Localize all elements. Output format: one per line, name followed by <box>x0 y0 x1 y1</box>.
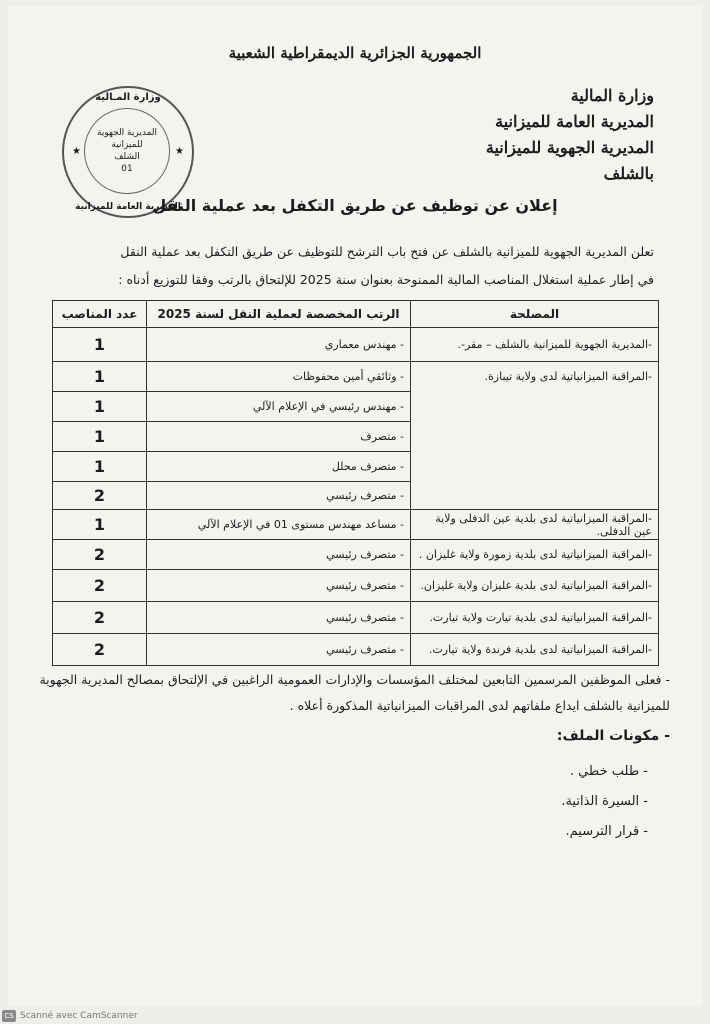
table-row <box>53 452 659 482</box>
table-row <box>53 602 659 634</box>
count-cell: 2 <box>53 482 147 510</box>
scanner-watermark-text: Scanné avec CamScanner <box>20 1011 138 1021</box>
republic-header: الجمهورية الجزائرية الديمقراطية الشعبية <box>228 44 482 62</box>
stamp-line: الشلف <box>114 152 140 162</box>
rank-cell: - مهندس معماري <box>147 328 411 362</box>
count-cell: 2 <box>53 540 147 570</box>
scanner-watermark <box>2 1010 138 1022</box>
table-row <box>53 362 659 392</box>
service-cell <box>411 482 659 510</box>
stamp-line: 01 <box>121 164 133 174</box>
star-icon: ★ <box>72 146 81 157</box>
service-cell <box>411 452 659 482</box>
rank-cell: - متصرف رئيسي <box>147 540 411 570</box>
service-cell: -المراقبة الميزانياتية لدى بلدية تيارت ولاية تيارت. <box>411 602 659 634</box>
count-cell: 1 <box>53 422 147 452</box>
service-cell <box>411 422 659 452</box>
rank-cell: - متصرف <box>147 422 411 452</box>
file-item: - السيرة الذاتية. <box>561 794 648 809</box>
table-row <box>53 510 659 540</box>
rank-cell: - متصرف رئيسي <box>147 482 411 510</box>
service-cell: -المراقبة الميزانياتية لدى بلدية عين الدفلى ولاية عين الدفلى. <box>411 510 659 540</box>
stamp-ring-bottom: المديرية العامة للميزانية <box>75 202 181 212</box>
count-cell: 1 <box>53 452 147 482</box>
note-line: للميزانية بالشلف ايداع ملفاتهم لدى المراقبات الميزانياتية المذكورة أعلاه . <box>289 698 670 713</box>
city-line: بالشلف <box>603 164 654 183</box>
regional-directorate-line: المديرية الجهوية للميزانية <box>485 138 654 157</box>
count-cell: 1 <box>53 510 147 540</box>
rank-cell: - متصرف رئيسي <box>147 570 411 602</box>
service-cell <box>411 392 659 422</box>
rank-cell: - وثائقي أمين محفوظات <box>147 362 411 392</box>
table-header-row <box>53 301 659 328</box>
file-item: - قرار الترسيم. <box>565 824 648 839</box>
table-row <box>53 328 659 362</box>
rank-column-header: الرتب المخصصة لعملية النقل لسنة 2025 <box>147 301 411 328</box>
rank-cell: - متصرف رئيسي <box>147 634 411 666</box>
file-item: - طلب خطي . <box>569 764 648 779</box>
ministry-line: وزارة المالية <box>570 86 654 105</box>
stamp-line: للميزانية <box>111 140 143 150</box>
note-line: - فعلى الموظفين المرسمين التابعين لمختلف المؤسسات والإدارات العمومية الراغبين في الإلتحاق بمصالح المديرية الجهوية <box>39 672 670 687</box>
stamp-center <box>84 108 170 194</box>
service-cell: -المراقبة الميزانياتية لدى ولاية تيبازة. <box>411 362 659 392</box>
table-row <box>53 422 659 452</box>
table-row <box>53 482 659 510</box>
announcement-title: إعلان عن توظيف عن طريق التكفل بعد عملية النقل <box>152 196 558 215</box>
table-row <box>53 392 659 422</box>
count-cell: 2 <box>53 602 147 634</box>
directorate-general-line: المديرية العامة للميزانية <box>495 112 654 131</box>
stamp-line: المديرية الجهوية <box>97 128 158 138</box>
table-row <box>53 540 659 570</box>
intro-line: تعلن المديرية الجهوية للميزانية بالشلف عن فتح باب الترشح للتوظيف عن طريق التكفل بعد عملية النقل <box>120 244 654 259</box>
positions-table <box>52 300 659 666</box>
stamp-ring-top: وزارة المـالية <box>95 92 161 103</box>
table-row <box>53 634 659 666</box>
service-cell: -المراقبة الميزانياتية لدى بلدية فرندة ولاية تيارت. <box>411 634 659 666</box>
count-cell: 2 <box>53 634 147 666</box>
camscanner-logo-icon: CS <box>2 1010 16 1022</box>
count-cell: 1 <box>53 392 147 422</box>
rank-cell: - متصرف رئيسي <box>147 602 411 634</box>
intro-line: في إطار عملية استغلال المناصب المالية الممنوحة بعنوان سنة 2025 للإلتحاق بالرتب وفقا للتوزيع أدناه : <box>118 272 654 287</box>
service-cell: -المراقبة الميزانياتية لدى بلدية غليزان ولاية غليزان. <box>411 570 659 602</box>
service-cell: -المديرية الجهوية للميزانية بالشلف – مقر-. <box>411 328 659 362</box>
rank-cell: - مهندس رئيسي في الإعلام الآلي <box>147 392 411 422</box>
star-icon: ★ <box>175 146 184 157</box>
service-cell: -المراقبة الميزانياتية لدى بلدية زمورة ولاية غليزان . <box>411 540 659 570</box>
rank-cell: - متصرف محلل <box>147 452 411 482</box>
count-cell: 2 <box>53 570 147 602</box>
rank-cell: - مساعد مهندس مستوى 01 في الإعلام الآلي <box>147 510 411 540</box>
count-cell: 1 <box>53 328 147 362</box>
count-column-header: عدد المناصب <box>53 301 147 328</box>
service-column-header: المصلحة <box>411 301 659 328</box>
table-row <box>53 570 659 602</box>
count-cell: 1 <box>53 362 147 392</box>
file-components-title: - مكونات الملف: <box>556 728 670 744</box>
